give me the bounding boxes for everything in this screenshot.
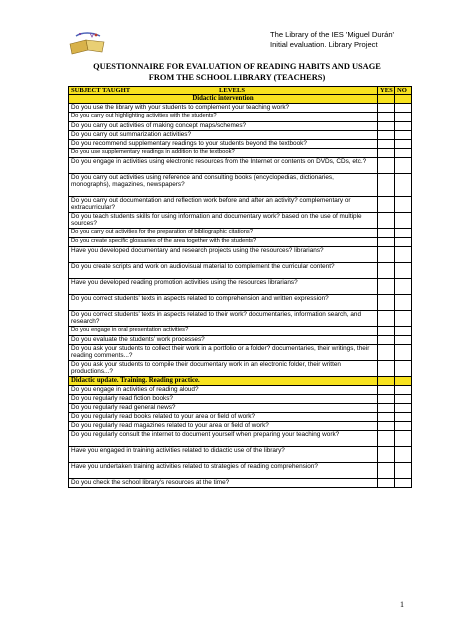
question-row [69,336,412,345]
yes-checkbox-cell[interactable] [378,345,395,361]
question-text: Do you evaluate the students' work processes? [69,336,378,345]
question-text: Do you carry out activities of making concept maps/schemes? [69,122,378,131]
col-levels: LEVELS [219,87,246,94]
question-row [69,345,412,361]
question-row [69,404,412,413]
col-no: NO [395,87,412,95]
library-logo [66,30,110,56]
question-text: Do you create specific glossaries of the area together with the students? [69,238,378,247]
yes-checkbox-cell[interactable] [378,229,395,238]
question-row [69,238,412,247]
yes-checkbox-cell[interactable] [378,311,395,327]
yes-checkbox-cell[interactable] [378,158,395,174]
question-row [69,197,412,213]
question-text: Do you engage in activities of reading aloud? [69,386,378,395]
no-checkbox-cell[interactable] [395,158,412,174]
title-line-2: FROM THE SCHOOL LIBRARY (TEACHERS) [148,73,326,82]
no-checkbox-cell[interactable] [395,295,412,311]
no-checkbox-cell[interactable] [395,463,412,479]
question-row [69,327,412,336]
no-checkbox-cell[interactable] [395,361,412,377]
no-checkbox-cell[interactable] [395,122,412,131]
question-row [69,279,412,295]
question-text: Do you use the library with your students to complement your teaching work? [69,104,378,113]
question-row [69,311,412,327]
no-checkbox-cell[interactable] [395,229,412,238]
question-row [69,413,412,422]
question-text: Have you developed reading promotion activities using the resources librarians? [69,279,378,295]
yes-checkbox-cell[interactable] [378,122,395,131]
section-no-cell [395,95,412,104]
question-row [69,149,412,158]
yes-checkbox-cell[interactable] [378,149,395,158]
section-yes-cell [378,95,395,104]
no-checkbox-cell[interactable] [395,279,412,295]
no-checkbox-cell[interactable] [395,238,412,247]
question-text: Do you regularly read magazines related to your area or field of work? [69,422,378,431]
question-text: Do you check the school library's resources at the time? [69,479,378,488]
question-text: Do you carry out documentation and reflection work before and after an activity? complementary or extracurricular? [69,197,378,213]
question-row [69,361,412,377]
question-row [69,131,412,140]
question-row [69,122,412,131]
no-checkbox-cell[interactable] [395,404,412,413]
yes-checkbox-cell[interactable] [378,463,395,479]
question-text: Have you developed documentary and research projects using the resources? librarians? [69,247,378,263]
section-title-2: Didactic update. Training. Reading practice. [69,377,378,386]
yes-checkbox-cell[interactable] [378,263,395,279]
yes-checkbox-cell[interactable] [378,213,395,229]
no-checkbox-cell[interactable] [395,197,412,213]
question-row [69,213,412,229]
yes-checkbox-cell[interactable] [378,395,395,404]
no-checkbox-cell[interactable] [395,395,412,404]
question-text: Have you engaged in training activities related to didactic use of the library? [69,447,378,463]
yes-checkbox-cell[interactable] [378,413,395,422]
question-row [69,422,412,431]
question-row [69,447,412,463]
header-line-1: The Library of the IES 'Miguel Durán' [269,30,394,39]
question-row [69,229,412,238]
question-text: Do you ask your students to compile their documentary work in an electronic folder, their written productions...? [69,361,378,377]
question-row [69,431,412,447]
no-checkbox-cell[interactable] [395,149,412,158]
page-header [270,30,394,50]
yes-checkbox-cell[interactable] [378,404,395,413]
yes-checkbox-cell[interactable] [378,113,395,122]
yes-checkbox-cell[interactable] [378,131,395,140]
no-checkbox-cell[interactable] [395,336,412,345]
yes-checkbox-cell[interactable] [378,140,395,149]
question-text: Do you ask your students to collect their work in a portfolio or a folder? documentaries, their writings, their reading comments...? [69,345,378,361]
question-row [69,140,412,149]
question-row [69,479,412,488]
question-text: Do you carry out activities for the preparation of bibliographic citations? [69,229,378,238]
yes-checkbox-cell[interactable] [378,361,395,377]
no-checkbox-cell[interactable] [395,104,412,113]
section-yes-cell [378,377,395,386]
section-row-2 [69,377,412,386]
section-no-cell [395,377,412,386]
yes-checkbox-cell[interactable] [378,247,395,263]
question-text: Do you correct students' texts in aspects related to comprehension and written expression? [69,295,378,311]
table-header-row [69,87,412,95]
yes-checkbox-cell[interactable] [378,174,395,197]
question-text: Do you create scripts and work on audiovisual material to complement the curricular content? [69,263,378,279]
question-text: Do you engage in oral presentation activities? [69,327,378,336]
no-checkbox-cell[interactable] [395,327,412,336]
yes-checkbox-cell[interactable] [378,479,395,488]
document-title [0,61,474,83]
no-checkbox-cell[interactable] [395,311,412,327]
no-checkbox-cell[interactable] [395,247,412,263]
header-subject-levels [69,87,378,95]
no-checkbox-cell[interactable] [395,431,412,447]
yes-checkbox-cell[interactable] [378,197,395,213]
title-line-1: QUESTIONNAIRE FOR EVALUATION OF READING HABITS AND USAGE [93,62,381,71]
yes-checkbox-cell[interactable] [378,336,395,345]
question-row [69,113,412,122]
question-text: Do you carry out summarization activities? [69,131,378,140]
no-checkbox-cell[interactable] [395,213,412,229]
yes-checkbox-cell[interactable] [378,422,395,431]
question-text: Do you engage in activities using electronic resources from the Internet or contents on DVDs, CDs, etc.? [69,158,378,174]
question-text: Do you carry out highlighting activities with the students? [69,113,378,122]
no-checkbox-cell[interactable] [395,263,412,279]
no-checkbox-cell[interactable] [395,479,412,488]
question-row [69,247,412,263]
no-checkbox-cell[interactable] [395,345,412,361]
questionnaire-table [68,86,412,488]
question-text: Do you regularly read general news? [69,404,378,413]
question-text: Do you teach students skills for using information and documentary work? based on the use of multiple sources? [69,213,378,229]
question-row [69,386,412,395]
question-row [69,263,412,279]
question-row [69,395,412,404]
question-text: Have you undertaken training activities related to strategies of reading comprehension? [69,463,378,479]
yes-checkbox-cell[interactable] [378,104,395,113]
no-checkbox-cell[interactable] [395,422,412,431]
col-subject: SUBJECT TAUGHT [71,87,131,94]
question-text: Do you use supplementary readings in addition to the textbook? [69,149,378,158]
no-checkbox-cell[interactable] [395,131,412,140]
question-text: Do you recommend supplementary readings to your students beyond the textbook? [69,140,378,149]
section-title-1: Didactic intervention [69,95,378,104]
no-checkbox-cell[interactable] [395,413,412,422]
question-text: Do you correct students' texts in aspects related to their work? documentaries, information search, and research? [69,311,378,327]
no-checkbox-cell[interactable] [395,140,412,149]
question-text: Do you regularly read books related to your area or field of work? [69,413,378,422]
yes-checkbox-cell[interactable] [378,295,395,311]
yes-checkbox-cell[interactable] [378,327,395,336]
question-row [69,158,412,174]
yes-checkbox-cell[interactable] [378,431,395,447]
no-checkbox-cell[interactable] [395,174,412,197]
yes-checkbox-cell[interactable] [378,238,395,247]
question-row [69,463,412,479]
question-text: Do you regularly read fiction books? [69,395,378,404]
page-number: 1 [400,600,404,609]
question-row [69,295,412,311]
col-yes: YES [378,87,395,95]
yes-checkbox-cell[interactable] [378,386,395,395]
question-row [69,104,412,113]
no-checkbox-cell[interactable] [395,447,412,463]
no-checkbox-cell[interactable] [395,386,412,395]
yes-checkbox-cell[interactable] [378,447,395,463]
section-row-1 [69,95,412,104]
yes-checkbox-cell[interactable] [378,279,395,295]
question-row [69,174,412,197]
no-checkbox-cell[interactable] [395,113,412,122]
question-text: Do you carry out activities using reference and consulting books (encyclopedias, dictionaries, monographs), magazines, newspapers? [69,174,378,197]
question-text: Do you regularly consult the internet to document yourself when preparing your teaching work? [69,431,378,447]
header-line-2: Initial evaluation. Library Project [269,40,378,49]
